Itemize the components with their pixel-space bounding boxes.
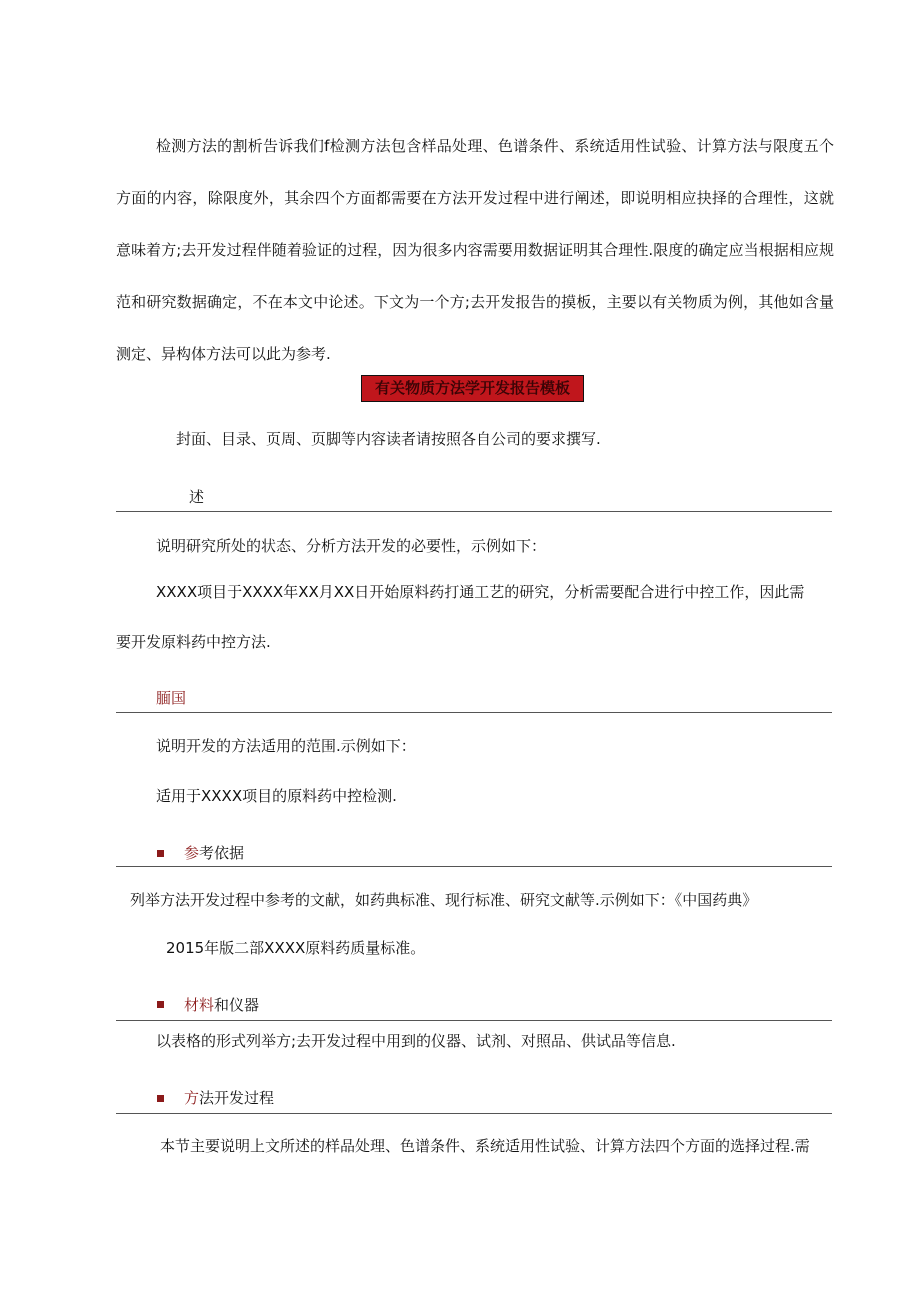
section-divider [116,1113,832,1114]
references-example: 2015年版二部XXXX原料药质量标准。 [166,939,426,957]
intro-paragraph: 检测方法的割析告诉我们f检测方法包含样品处理、色谱条件、系统适用性试验、计算方法与限度五个方面的内容，除限度外，其余四个方面都需要在方法开发过程中进行阐述，即说明相应抉择的合理性，这就意味着方;去开发过程伴随着验证的过程，因为很多内容需要用数据证明其合理性.限度的确定应当根据相应规范和研究数据确定，不在本文中论述。下文为一个方;去开发报告的摸板，主要以有关物质为例，其他如含量测定、异构体方法可以此为参考. [116,137,834,363]
overview-description: 说明研究所处的状态、分析方法开发的必要性，示例如下： [156,537,547,555]
overview-example-line: XXXX项目于XXXX年XX月XX日开始原料药打通工艺的研究，分析需要配合进行中控工作，因此需 [156,583,805,601]
section-heading-references: 参考依据 [184,844,245,862]
section-divider [116,1020,832,1021]
square-bullet-icon [157,850,164,857]
section-heading-process: 方法开发过程 [184,1089,275,1107]
section-divider [116,712,832,713]
square-bullet-icon [157,1095,164,1102]
references-description: 列举方法开发过程中参考的文献，如药典标准、现行标准、研究文献等.示例如下：《中国药典》 [130,891,758,909]
section-heading-overview: 述 [189,488,205,506]
materials-description: 以表格的形式列举方;去开发过程中用到的仪器、试剂、对照品、供试品等信息. [156,1032,676,1050]
overview-example-line: 要开发原料药中控方法. [116,633,271,651]
template-title: 有关物质方法学开发报告模板 [361,375,584,402]
cover-note: 封面、目录、页周、页脚等内容读者请按照各自公司的要求撰写. [176,430,601,448]
section-heading-materials: 材料和仪器 [184,996,260,1014]
scope-description: 说明开发的方法适用的范围.示例如下： [156,737,416,755]
square-bullet-icon [157,1001,164,1008]
section-divider [116,866,832,867]
section-heading-scope: 腼国 [156,689,187,707]
process-description: 本节主要说明上文所述的样品处理、色谱条件、系统适用性试验、计算方法四个方面的选择过程.需 [160,1137,810,1155]
scope-example: 适用于XXXX项目的原料药中控检测. [156,787,397,805]
section-divider [116,511,832,512]
